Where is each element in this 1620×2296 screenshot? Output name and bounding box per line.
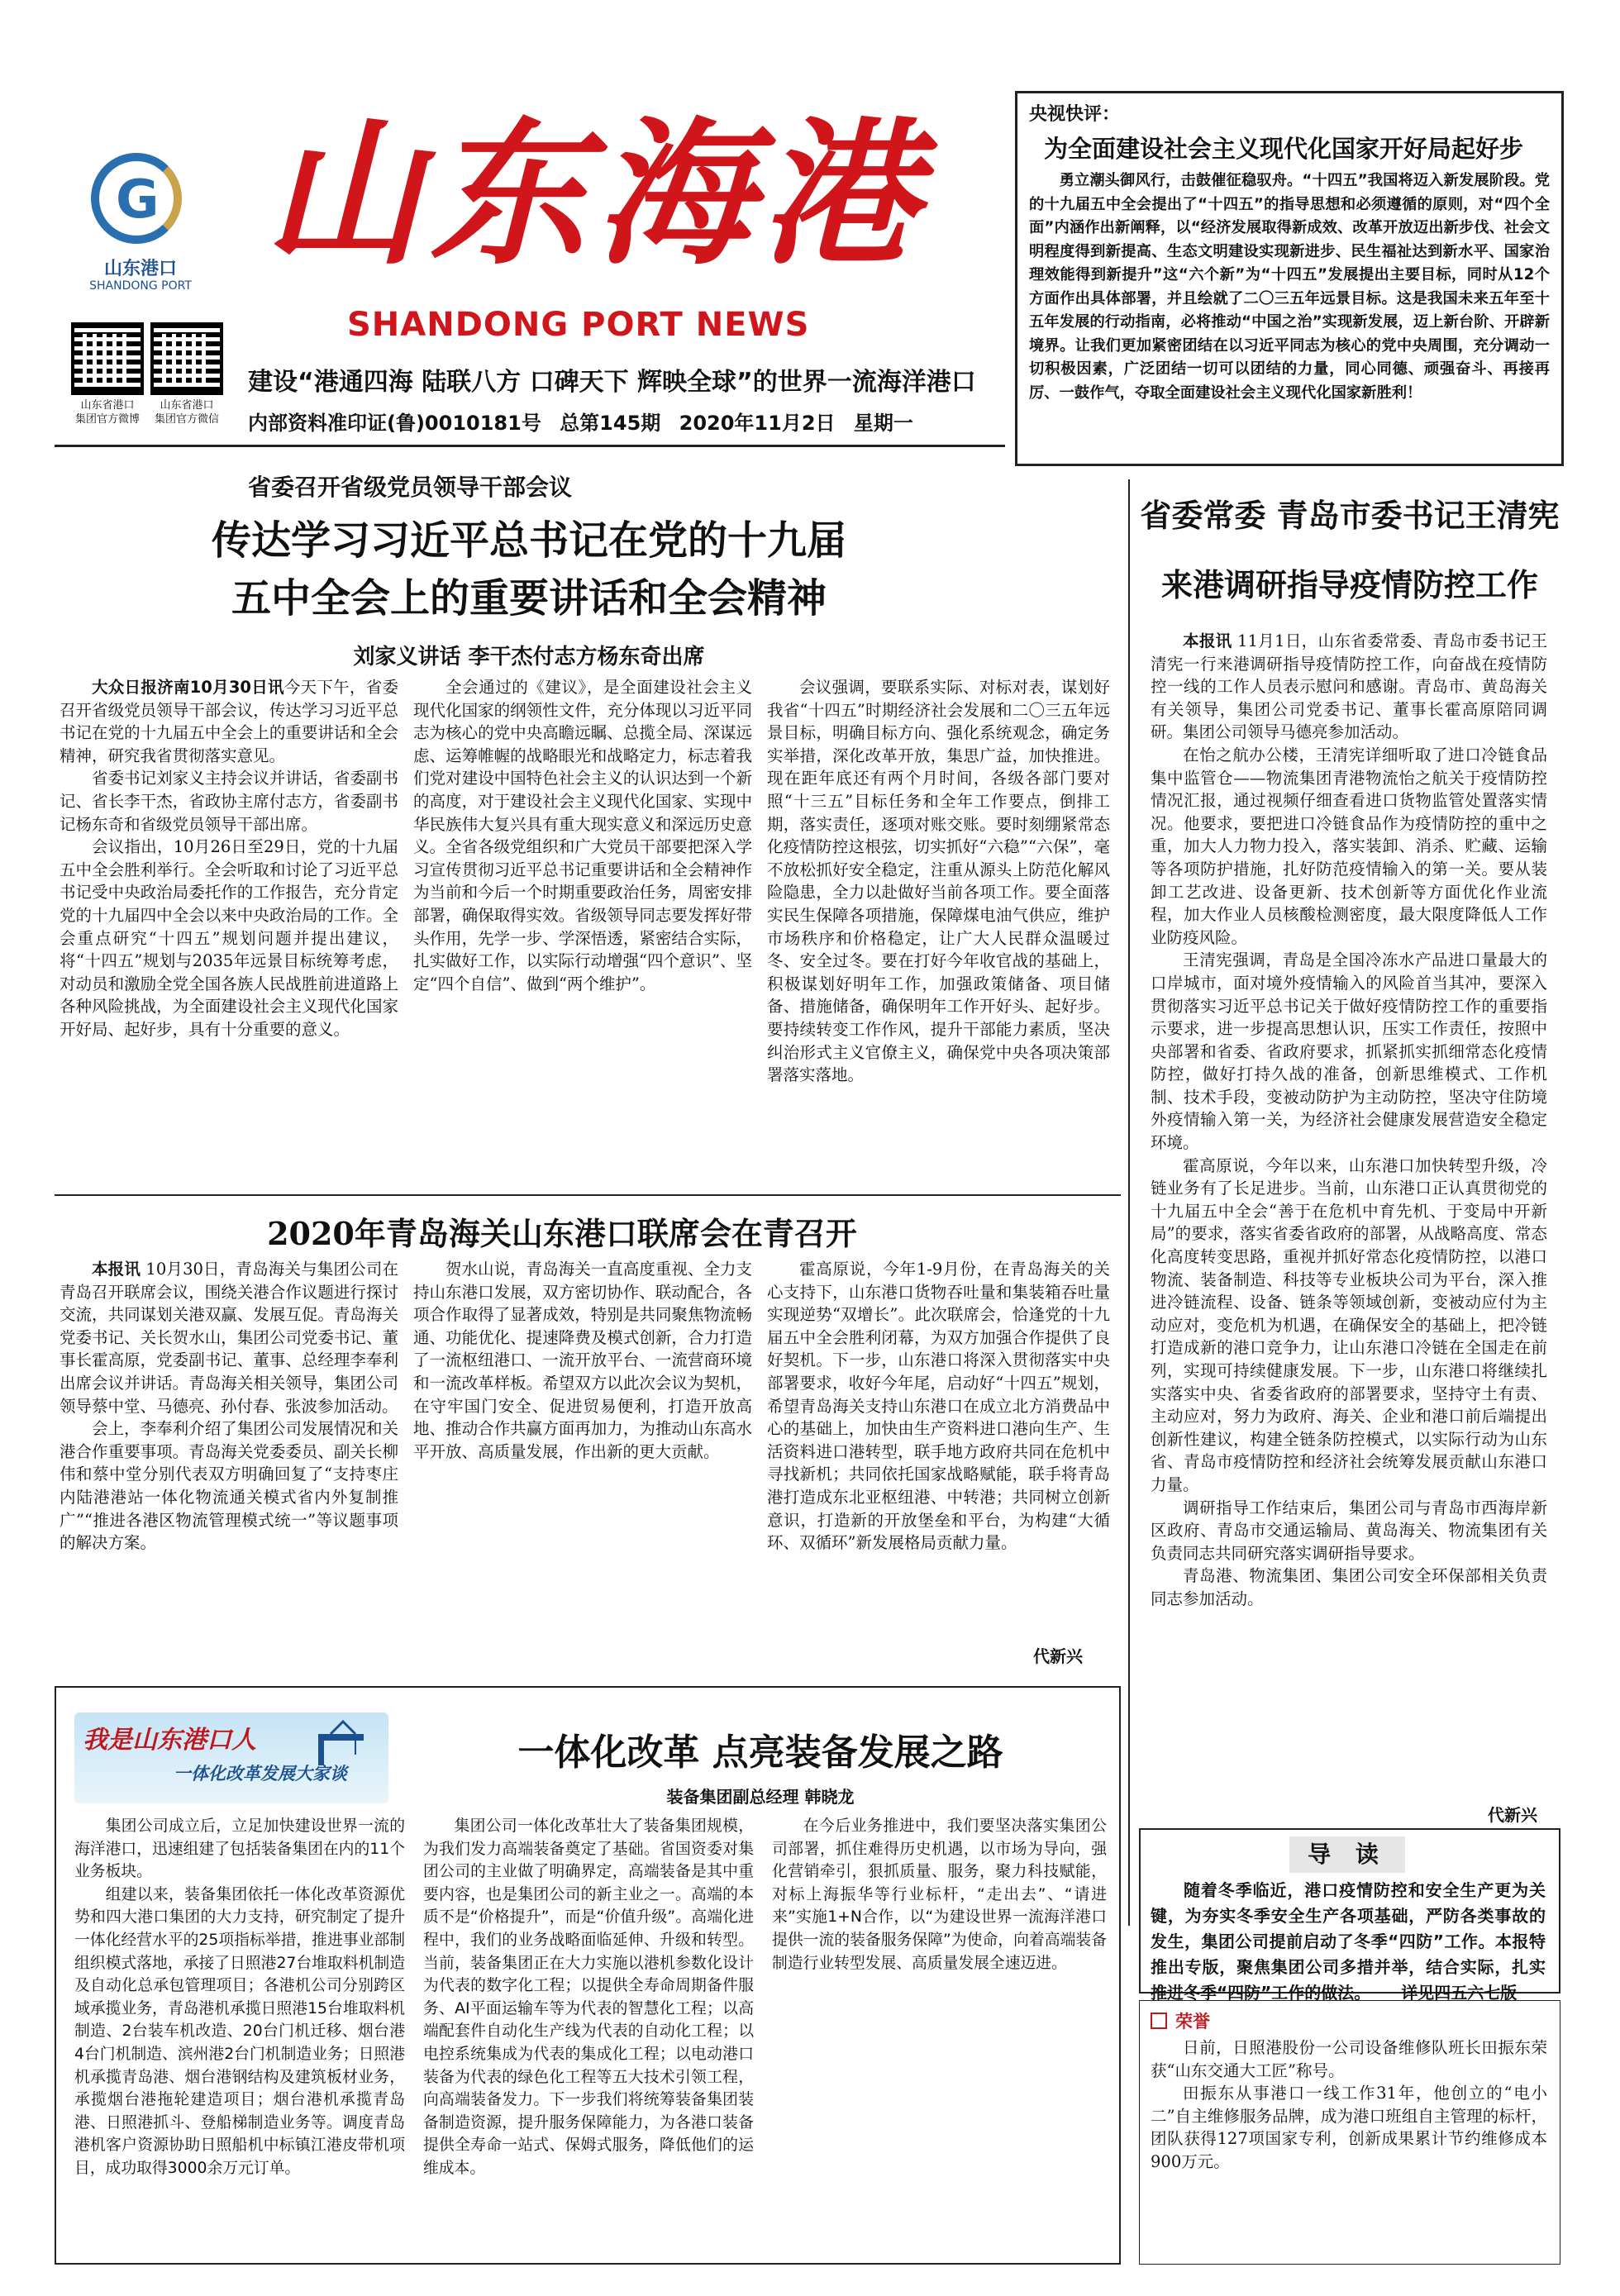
honor-body [1151,2036,1547,2260]
article1-p1: 今天下午，省委召开省级党员领导干部会议，传达学习习近平总书记在党的十九届五中全会上的重要讲话和全会精神，研究我省贯彻落实意见。 [60,678,398,765]
issue-line: 内部资料准印证(鲁)0010181号 总第145期 2020年11月2日 星期一 [248,412,913,435]
guide-title: 导 读 [1289,1836,1405,1873]
article1-headline-line1: 传达学习习近平总书记在党的十九届 [211,517,846,564]
article2-p1: 11月1日，山东省委常委、青岛市委书记王清宪一行来港调研指导疫情防控工作，向奋战在疫情防控一线的工作人员表示慰问和感谢。青岛市、黄岛海关有关领导，集团公司党委书记、董事长霍高原陪同调研。集团公司领导马德亮参加活动。 [1151,631,1547,742]
article4-p2: 组建以来，装备集团依托一体化改革资源优势和四大港口集团的大力支持，研究制定了提升一体化经营水平的25项指标举措，推进事业部制组织模式落地，承接了日照港27台堆取料机制造及自动化总承包管理项目；各港机公司分别跨区域承揽业务，青岛港机承揽日照港15台堆取料机制造、2台装车机改造、20台门机迁移、烟台港4台门机制造、滨州港2台门机制造业务；日照港机承揽青岛港、烟台港钢结构及建筑板材业务，承揽烟台港拖轮建造项目；烟台港机承揽青岛港、日照港抓斗、登船梯制造业务等。调度青岛港机客户资源协助日照船机中标镇江港皮带机项目，成功取得3000余万元订单。 [74,1885,405,2177]
article1-p4: 全会通过的《建议》，是全面建设社会主义现代化国家的纲领性文件，充分体现以习近平同志为核心的党中央高瞻远瞩、总揽全局、深谋远虑、运筹帷幄的战略眼光和战略定力，标志着我们党对建设中国特色社会主义的认识达到一个新的高度，对于建设社会主义现代化国家、实现中华民族伟大复兴具有重大现实意义和深远历史意义。全省各级党组织和广大党员干部要把深入学习宣传贯彻习近平总书记重要讲话和全会精神作为当前和今后一个时期重要政治任务，周密安排部署，确保取得实效。省级领导同志要发挥好带头作用，先学一步、学深悟透，紧密结合实际，扎实做好工作，以实际行动增强“四个意识”、坚定“四个自信”、做到“两个维护”。 [413,678,752,993]
wechat-qr-caption: 山东省港口 集团官方微信 [154,399,219,426]
article1-column1 [60,676,398,1182]
article4-banner-title: 我是山东港口人 [83,1726,256,1755]
honor-p2: 田振东从事港口一线工作31年，他创立的“电小二”自主维修服务品牌，成为港口班组自主管理的标杆，团队获得127项国家专利，创新成果累计节约维修成本900万元。 [1151,2084,1547,2171]
article3-column3 [767,1258,1110,1646]
honor-title: 荣誉 [1175,2012,1210,2032]
article3-p1: 10月30日，青岛海关与集团公司在青岛召开联席会议，围绕关港合作议题进行探讨交流，共同谋划关港双赢、发展互促。青岛海关党委书记、关长贺水山，集团公司党委书记、董事长霍高原，党委副书记、董事、总经理李奉利出席会议并讲话。青岛海关相关领导，集团公司领导蔡中堂、马德亮、孙付春、张波参加活动。 [60,1260,398,1416]
cctv-commentary-box [1015,91,1564,466]
article1-headline-line2: 五中全会上的重要讲话和全会精神 [231,575,827,622]
logo-g-mark: G [116,169,160,231]
weibo-qr-code [71,322,144,395]
cctv-label: 央视快评： [1029,104,1121,125]
article3-byline: 代新兴 [1033,1646,1083,1666]
article4-column3 [772,1815,1107,2253]
article4-author: 装备集团副总经理 韩晓龙 [666,1787,855,1807]
article3-p2: 会上，李奉利介绍了集团公司发展情况和关港合作重要事项。青岛海关党委委员、副关长柳伟和蔡中堂分别代表双方明确回复了“支持枣庄内陆港港站一体化物流通关模式省内外复制推广”“推进各港区物流管理模式统一”等议题事项的解决方案。 [60,1419,398,1553]
article3-p3: 贺水山说，青岛海关一直高度重视、全力支持山东港口发展，双方密切协作、联动配合，各项合作取得了显著成效，特别是共同聚焦物流畅通、功能优化、提速降费及模式创新，合力打造了一流枢纽港口、一流开放平台、一流营商环境和一流改革样板。希望双方以此次会议为契机，在守牢国门安全、促进贸易便利，打造开放高地、推动合作共赢方面再加力，为推动山东高水平开放、高质量发展，作出新的更大贡献。 [413,1260,752,1461]
article4-banner-sub: 一体化改革发展大家谈 [174,1764,347,1784]
honor-p1: 日前，日照港股份一公司设备维修队班长田振东荣获“山东交通大工匠”称号。 [1151,2038,1547,2080]
article2-p3: 王清宪强调，青岛是全国冷冻水产品进口量最大的口岸城市，面对境外疫情输入的风险首当其冲，要深入贯彻落实习近平总书记关于做好疫情防控工作的重要指示要求，进一步提高思想认识，压实工作责任，按照中央部署和省委、省政府要求，抓紧抓实抓细常态化疫情防控，做好打持久战的准备，创新思维模式、工作机制、技术手段，变被动防护为主动防控，坚决守住防境外疫情输入第一关，为经济社会健康发展营造安全稳定环境。 [1151,950,1547,1153]
article4-p4: 在今后业务推进中，我们要坚决落实集团公司部署，抓住难得历史机遇，以市场为导向，强化营销牵引，狠抓质量、服务，聚力科技赋能，对标上海振华等行业标杆，“走出去”、“请进来”实施1+N合作，以“为建设世界一流海洋港口提供一流的装备服务保障”为使命，向着高端装备制造行业转型发展、高质量发展全速迈进。 [772,1817,1107,1972]
guide-ref: 详见四五六七版 [1401,1983,1518,2003]
wechat-qr-code [150,322,223,395]
article1-column3 [767,676,1110,1182]
article2-body [1151,630,1547,1787]
crane-icon [314,1717,372,1767]
article3-column2 [413,1258,752,1646]
newspaper-title-en: SHANDONG PORT NEWS [347,306,810,344]
article1-dateline: 大众日报济南10月30日讯 [92,678,284,697]
article2-p5: 调研指导工作结束后，集团公司与青岛市西海岸新区政府、青岛市交通运输局、黄岛海关、物流集团有关负责同志共同研究落实调研指导要求。 [1151,1498,1547,1563]
article1-subhead: 刘家义讲话 李干杰付志方杨东奇出席 [353,645,705,669]
logo-cn-text: 山东港口 [103,259,177,279]
article1-p2: 省委书记刘家义主持会议并讲话，省委副书记、省长李干杰，省政协主席付志方，省委副书记杨东奇和省级党员领导干部出席。 [60,769,398,834]
honor-title-wrap [1151,2008,1210,2033]
cctv-title: 为全面建设社会主义现代化国家开好局起好步 [1044,135,1524,163]
article3-headline: 2020年青岛海关山东港口联席会在青召开 [267,1215,857,1252]
masthead-divider [55,445,1005,447]
article2-headline-line2: 来港调研指导疫情防控工作 [1160,566,1538,603]
article2-p6: 青岛港、物流集团、集团公司安全环保部相关负责同志参加活动。 [1151,1566,1547,1608]
article1-p5: 会议强调，要联系实际、对标对表，谋划好我省“十四五”时期经济社会发展和二〇三五年远景目标，明确目标方向、强化系统观念，确定务实举措，深化改革开放，集思广益，加快推进。现在距年底还有两个月时间，各级各部门要对照“十三五”目标任务和全年工作要点，倒排工期，落实责任，逐项对账交账。要时刻绷紧常态化疫情防控这根弦，切实抓好“六稳”“六保”，毫不放松抓好安全稳定，注重从源头上防范化解风险隐患，全力以赴做好当前各项工作。要全面落实民生保障各项措施，保障煤电油气供应，维护市场秩序和价格稳定，让广大人民群众温暖过冬、安全过冬。要在打好今年收官战的基础上，积极谋划好明年工作，加强政策储备、项目储备、措施储备，确保明年工作开好头、起好步。要持续转变工作作风，提升干部能力素质，坚决纠治形式主义官僚主义，确保党中央各项决策部署落实落地。 [767,678,1110,1085]
guide-body [1151,1878,1546,2006]
article2-byline: 代新兴 [1488,1805,1537,1825]
article3-top-divider [55,1194,1121,1196]
newspaper-title: 山东海港 [264,102,927,286]
article2-headline-line1: 省委常委 青岛市委书记王清宪 [1140,497,1560,534]
article4-column2 [423,1815,754,2253]
article1-column2 [413,676,752,1182]
article4-p3: 集团公司一体化改革壮大了装备集团规模，为我们发力高端装备奠定了基础。省国资委对集团公司的主业做了明确界定，高端装备是其中重要内容，也是集团公司的新主业之一。高端的本质不是“价格提升”，而是“价值升级”。高端化进程中，我们的业务战略面临延伸、升级和转型。当前，装备集团正在大力实施以港机参数化设计为代表的数字化工程；以提供全寿命周期备件服务、AI平面运输车等为代表的智慧化工程；以高端配套件自动化生产线为代表的自动化工程；以电控系统集成为代表的集成化工程；以电动港口装备为代表的绿色化工程等五大技术引领工程，向高端装备发力。下一步我们将统筹装备集团装备制造资源，提升服务保障能力，为各港口装备提供全寿命一站式、保姆式服务，降低他们的运维成本。 [423,1817,754,2177]
article2-p2: 在怡之航办公楼，王清宪详细听取了进口冷链食品集中监管仓——物流集团青港物流怡之航关于疫情防控情况汇报，通过视频仔细查看进口货物监管处置落实情况。他要求，要把进口冷链食品作为疫情防控的重中之重，加大人力物力投入，落实装卸、消杀、贮藏、运输等各项防护措施，扎好防范疫情输入的第一关。要从装卸工艺改进、设备更新、技术创新等方面优化作业流程，加大作业人员核酸检测密度，最大限度降低人工作业防疫风险。 [1151,745,1547,947]
square-icon [1151,2013,1167,2029]
article3-column1 [60,1258,398,1646]
article4-headline: 一体化改革 点亮装备发展之路 [517,1732,1003,1774]
article3-dateline: 本报讯 [92,1260,141,1279]
right-column-divider [1128,479,1130,1926]
article2-p4: 霍高原说，今年以来，山东港口加快转型升级，冷链业务有了长足进步。当前，山东港口正认真贯彻党的十九届五中全会“善于在危机中育先机、于变局中开新局”的要求，落实省委省政府的部署，从战略高度、常态化高度转变思路，重视并抓好常态化疫情防控，以港口物流、装备制造、科技等专业板块公司为平台，深入推进冷链流程、设备、链条等领域创新，变被动应付为主动应对，变危机为机遇，在确保安全的基础上，把冷链打造成新的港口竞争力，让山东港口冷链在全国走在前列，实现可持续健康发展。下一步，山东港口将继续扎实落实中央、省委省政府的部署要求，坚持守土有责、主动应对，努力为政府、海关、企业和港口前后端提出创新性建议，构建全链条防控模式，以实际行动为山东省、青岛市疫情防控和经济社会统筹发展贡献山东港口力量。 [1151,1155,1547,1494]
article1-p3: 会议指出，10月26日至29日，党的十九届五中全会胜利举行。全会听取和讨论了习近平总书记受中央政治局委托作的工作报告，充分肯定党的十九届四中全会以来中央政治局的工作。全会重点研究“十四五”规划问题并提出建议，将“十四五”规划与2035年远景目标统筹考虑，对动员和激励全党全国各族人民战胜前进道路上各种风险挑战，为全面建设社会主义现代化国家开好局、起好步，具有十分重要的意义。 [60,837,398,1039]
slogan: 建设“港通四海 陆联八方 口碑天下 辉映全球”的世界一流海洋港口 [248,368,976,397]
article4-column1 [74,1815,405,2253]
weibo-qr-caption: 山东省港口 集团官方微博 [74,399,140,426]
logo-en-text: SHANDONG PORT [89,279,192,293]
cctv-body: 勇立潮头御风行，击鼓催征稳驭舟。“十四五”我国将迈入新发展阶段。党的十九届五中全会提出了“十四五”的指导思想和必须遵循的原则，对“四个全面”内涵作出新阐释，以“经济发展取得新成效、改革开放迈出新步伐、社会文明程度得到新提高、生态文明建设实现新进步、民生福祉达到新水平、国家治理效能得到新提升”这“六个新”为“十四五”发展提出主要目标，同时从12个方面作出具体部署，并且绘就了二〇三五年远景目标。这是我国未来五年至十五年发展的行动指南，必将推动“中国之治”实现新发展，迈上新台阶、开辟新境界。让我们更加紧密团结在以习近平同志为核心的党中央周围，充分调动一切积极因素，广泛团结一切可以团结的力量，同心同德、顽强奋斗、再接再厉、一鼓作气，夺取全面建设社会主义现代化国家新胜利！ [1029,172,1550,402]
article3-p4: 霍高原说，今年1-9月份，在青岛海关的关心支持下，山东港口货物吞吐量和集装箱吞吐量实现逆势“双增长”。此次联席会，恰逢党的十九届五中全会胜利闭幕，为双方加强合作提供了良好契机。下一步，山东港口将深入贯彻落实中央部署要求，收好今年尾，启动好“十四五”规划，希望青岛海关支持山东港口在成立北方消费品中心的基础上，加快由生产资料进口港向生产、生活资料进口港转型，联手地方政府共同在危机中寻找新机；共同依托国家战略赋能，联手将青岛港打造成东北亚枢纽港、中转港；共同树立创新意识，打造新的开放堡垒和平台，为构建“大循环、双循环”新发展格局贡献力量。 [767,1260,1110,1553]
article2-dateline: 本报讯 [1183,631,1232,650]
article4-p1: 集团公司成立后，立足加快建设世界一流的海洋港口，迅速组建了包括装备集团在内的11个业务板块。 [74,1817,405,1881]
guide-body-text: 随着冬季临近，港口疫情防控和安全生产更为关键，为夯实冬季安全生产各项基础，严防各类事故的发生，集团公司提前启动了冬季“四防”工作。本报特推出专版，聚焦集团公司多措并举，结合实际，扎实推进冬季“四防”工作的做法。 [1151,1880,1546,2003]
article1-kicker: 省委召开省级党员领导干部会议 [248,474,573,501]
